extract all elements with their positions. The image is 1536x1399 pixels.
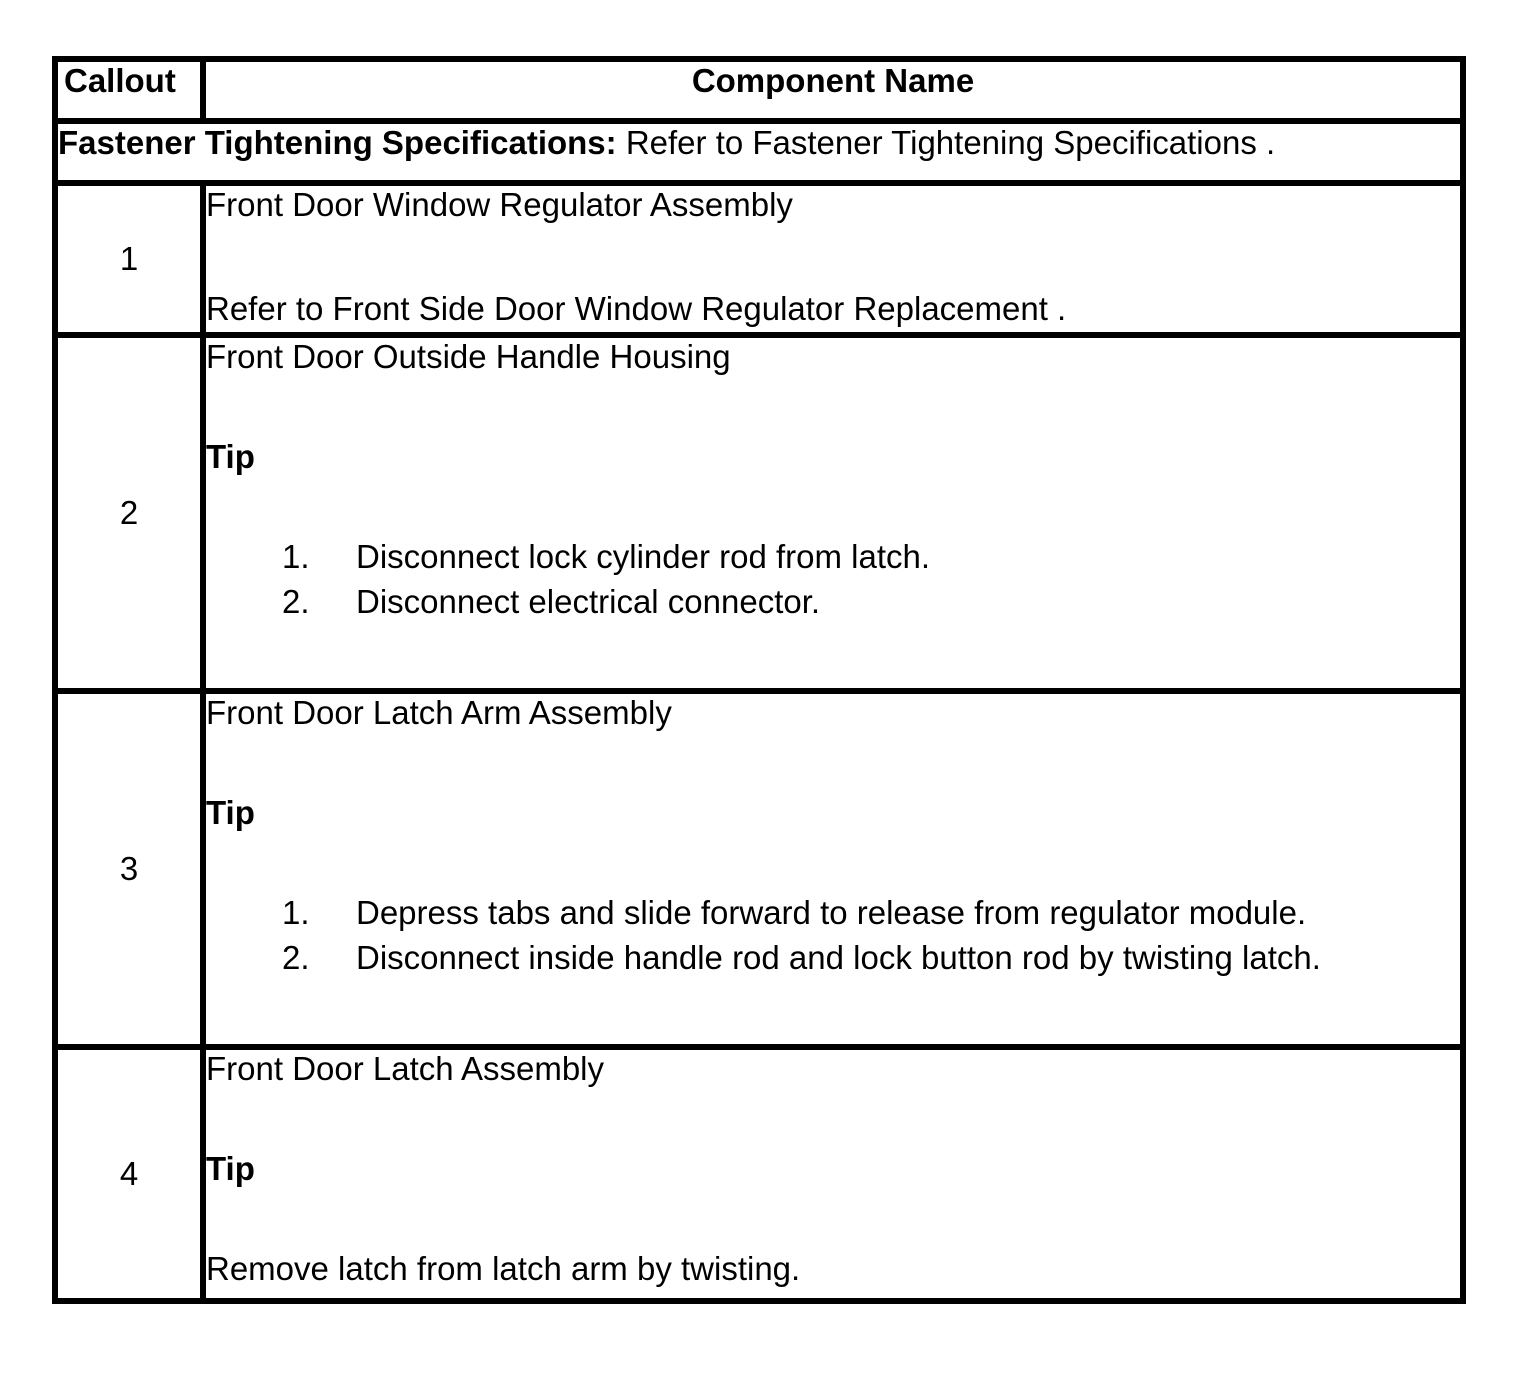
table-row (55, 1047, 1463, 1301)
table-row (55, 691, 1463, 1047)
step-item: 2. Disconnect inside handle rod and lock button rod by twisting latch. (282, 938, 1321, 976)
tip-label: Tip (206, 1149, 255, 1187)
table-row (55, 183, 1463, 335)
callout-number: 1 (55, 183, 203, 335)
component-name: Front Door Window Regulator Assembly (206, 186, 793, 223)
component-name: Front Door Outside Handle Housing (206, 338, 731, 375)
fastener-spec-label: Fastener Tightening Specifications: (58, 124, 617, 161)
component-table (52, 56, 1466, 1304)
header-component-name: Component Name (203, 59, 1463, 121)
fastener-spec-row (55, 121, 1463, 183)
fastener-spec-cell (55, 121, 1463, 183)
steps-list (206, 894, 1460, 977)
step-item: 2. Disconnect electrical connector. (282, 582, 821, 620)
callout-number: 3 (55, 691, 203, 1047)
callout-number: 4 (55, 1047, 203, 1301)
table-row (55, 335, 1463, 691)
header-callout: Callout (55, 59, 203, 121)
component-cell (203, 691, 1463, 1047)
tip-text: Remove latch from latch arm by twisting. (206, 1249, 801, 1287)
tip-label: Tip (206, 793, 255, 831)
component-cell (203, 1047, 1463, 1301)
component-name: Front Door Latch Arm Assembly (206, 694, 672, 731)
tip-label: Tip (206, 437, 255, 475)
component-cell (203, 335, 1463, 691)
component-name: Front Door Latch Assembly (206, 1050, 604, 1087)
fastener-spec-link[interactable]: Refer to Fastener Tightening Specifications . (616, 124, 1276, 161)
callout-number: 2 (55, 335, 203, 691)
component-cell (203, 183, 1463, 335)
header-row (55, 59, 1463, 121)
step-item: 1. Disconnect lock cylinder rod from latch. (282, 537, 931, 575)
reference-link[interactable]: Refer to Front Side Door Window Regulator Replacement . (206, 289, 1067, 327)
steps-list (206, 538, 1460, 621)
step-item: 1. Depress tabs and slide forward to release from regulator module. (282, 893, 1307, 931)
